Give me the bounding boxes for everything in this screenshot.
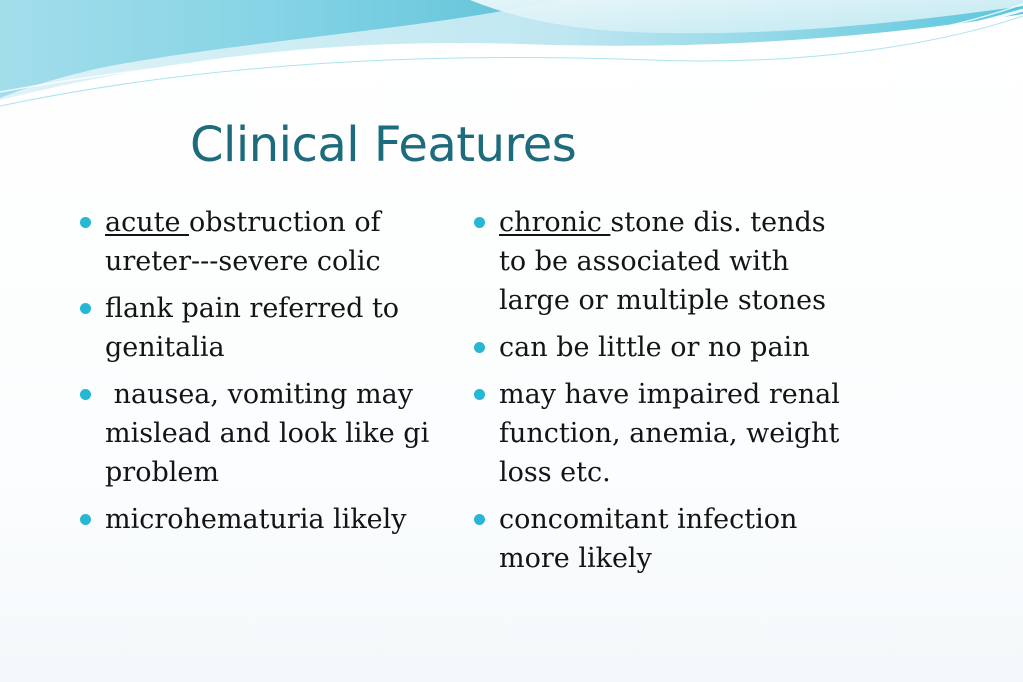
bullet-list-left [78,203,444,547]
list-item [78,203,444,281]
emphasis-text: chronic [499,207,611,238]
bullet-icon [80,514,91,525]
list-item [78,500,444,539]
list-item [78,289,444,367]
emphasis-text: acute [105,207,190,238]
slide-title: Clinical Features [190,117,577,173]
bullet-icon [474,342,485,353]
bullet-icon [80,303,91,314]
item-text: obstruction of ureter---severe colic [105,207,390,277]
item-text: nausea, vomiting may mislead and look like gi problem [105,379,438,488]
bullet-icon [474,514,485,525]
bullet-icon [474,389,485,400]
header-wave-decoration [0,0,1023,110]
bullet-icon [80,217,91,228]
bullet-list-right [472,203,852,586]
list-item [472,203,852,320]
item-text: stone dis. tends to be associated with large or multiple stones [499,207,835,316]
item-text: concomitant infection more likely [499,504,806,574]
list-item [472,328,852,367]
item-text: microhematuria likely [105,504,407,535]
list-item [472,375,852,492]
bullet-icon [474,217,485,228]
item-text: may have impaired renal function, anemia, weight loss etc. [499,379,849,488]
item-text: flank pain referred to genitalia [105,293,408,363]
item-text: can be little or no pain [499,332,810,363]
list-item [78,375,444,492]
bullet-icon [80,389,91,400]
list-item [472,500,852,578]
